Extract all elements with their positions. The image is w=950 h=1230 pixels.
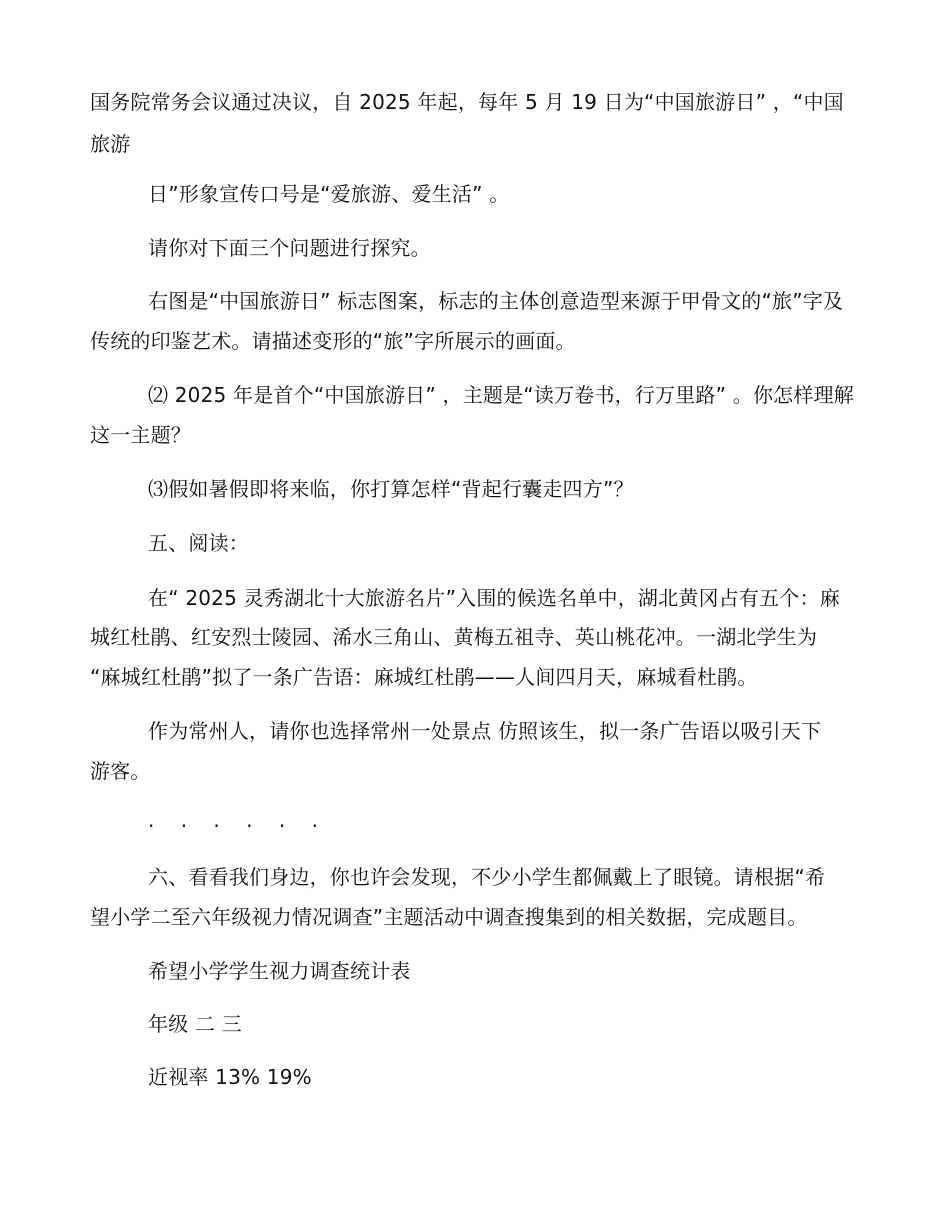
table-row-myopia-rate: 近视率 13% 19%	[148, 1065, 312, 1089]
section-heading: 五、阅读：	[148, 531, 249, 555]
paragraph-line: 城红杜鹃、红安烈士陵园、浠水三角山、黄梅五祖寺、英山桃花冲。一湖北学生为	[90, 625, 818, 649]
paragraph-line: 右图是“中国旅游日” 标志图案，标志的主体创意造型来源于甲骨文的“旅”字及	[148, 289, 844, 313]
paragraph-line: 作为常州人，请你也选择常州一处景点 仿照该生，拟一条广告语以吸引天下	[148, 719, 822, 743]
paragraph-line: 日”形象宣传口号是“爱旅游、爱生活” 。	[148, 182, 510, 206]
paragraph-line: 在“ 2025 灵秀湖北十大旅游名片”入围的候选名单中，湖北黄冈占有五个：麻	[148, 586, 840, 610]
paragraph-line: 传统的印鉴艺术。请描述变形的“旅”字所展示的画面。	[90, 329, 576, 353]
section-heading: 六、看看我们身边，你也许会发现，不少小学生都佩戴上了眼镜。请根据“希	[148, 865, 826, 889]
paragraph-line: 游客。	[90, 759, 151, 783]
table-title: 希望小学学生视力调查统计表	[148, 959, 411, 983]
paragraph-line: “麻城红杜鹃”拟了一条广告语：麻城红杜鹃——人间四月天，麻城看杜鹃。	[90, 665, 758, 689]
paragraph-line: 旅游	[90, 132, 131, 156]
table-row-grade: 年级 二 三	[148, 1012, 242, 1036]
question-2-line: ⑵ 2025 年是首个“中国旅游日” ，主题是“读万卷书，行万里路” 。你怎样理解	[148, 383, 854, 407]
answer-dots: · · · · · ·	[148, 814, 328, 838]
paragraph-line: 这一主题？	[90, 423, 191, 447]
paragraph-line: 国务院常务会议通过决议，自 2025 年起，每年 5 月 19 日为“中国旅游日” ，“中国	[90, 90, 844, 114]
paragraph-line: 望小学二至六年级视力情况调查”主题活动中调查搜集到的相关数据，完成题目。	[90, 905, 808, 929]
question-3-line: ⑶假如暑假即将来临，你打算怎样“背起行囊走四方”？	[148, 477, 634, 501]
paragraph-line: 请你对下面三个问题进行探究。	[148, 236, 431, 260]
